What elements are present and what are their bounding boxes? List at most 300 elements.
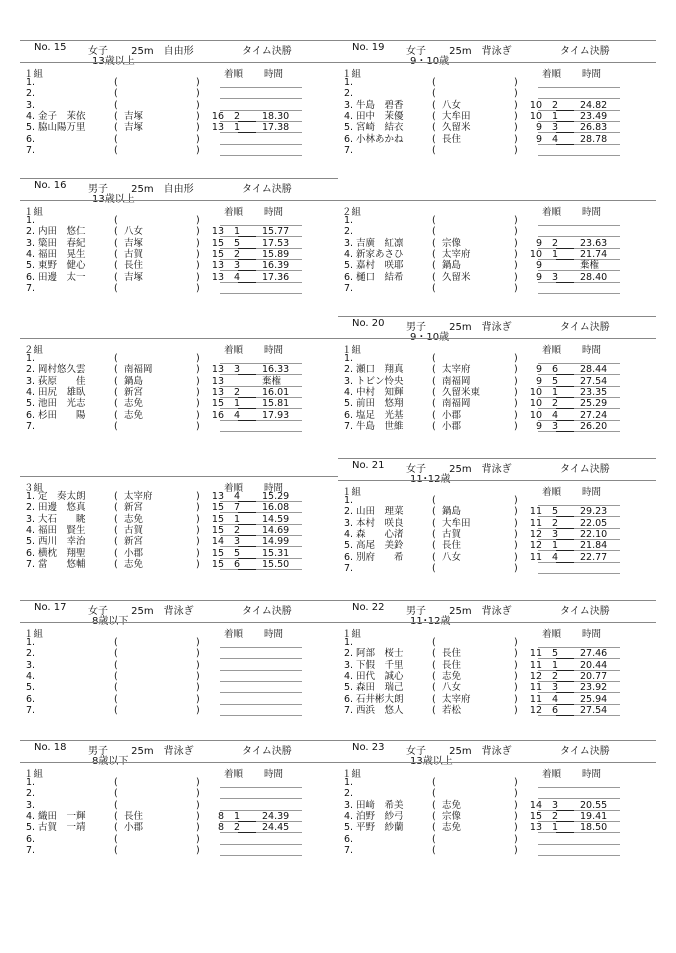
lane-number: 1.: [26, 637, 36, 648]
lane-number: 6.: [26, 133, 36, 145]
lane-number: 1.: [344, 77, 354, 88]
team-name: 小郡: [442, 420, 462, 432]
paren-open: (: [432, 704, 436, 716]
swimmer-age: 13: [211, 375, 224, 387]
lane-number: 4.: [344, 670, 354, 682]
paren-open: (: [432, 833, 436, 845]
paren-close: ): [196, 536, 200, 548]
divider-line: [20, 600, 338, 601]
finish-rank: 2: [233, 110, 240, 122]
paren-close: ): [196, 524, 200, 536]
swimmer-age: 16: [211, 409, 224, 421]
paren-close: ): [514, 659, 518, 671]
table-row: [338, 145, 656, 156]
result-underline: [538, 293, 620, 294]
result-time: 15.77: [262, 226, 290, 238]
paren-close: ): [196, 502, 200, 514]
lane-number: 4.: [26, 110, 36, 122]
swimmer-name: 福田 晃生: [38, 248, 86, 260]
event-number: No. 15: [34, 42, 67, 53]
event-age-group: 11･12歳: [410, 474, 451, 485]
swimmer-age: 10: [529, 110, 542, 122]
paren-close: ): [514, 810, 518, 822]
result-underline: [538, 155, 620, 156]
finish-rank: 4: [551, 133, 558, 145]
paren-close: ): [196, 810, 200, 822]
team-name: 新宮: [124, 386, 144, 398]
table-row: [338, 660, 656, 671]
swimmer-age: 9: [535, 122, 542, 134]
team-name: 八女: [442, 99, 462, 111]
event-description: 女子 25m 背泳ぎ: [406, 464, 512, 475]
paren-open: (: [432, 777, 436, 788]
result-underline: [538, 855, 620, 856]
paren-open: (: [114, 547, 118, 559]
paren-close: ): [196, 822, 200, 834]
table-row: [20, 491, 338, 502]
finish-rank: 3: [551, 122, 558, 134]
paren-close: ): [514, 237, 518, 249]
table-row: [20, 694, 338, 705]
paren-close: ): [196, 110, 200, 122]
result-underline: [220, 431, 302, 432]
finish-rank: 4: [233, 271, 240, 283]
heat-name: １組: [342, 629, 362, 640]
divider-line: [20, 40, 338, 41]
result-time: 22.05: [580, 517, 608, 529]
result-time: 23.92: [580, 682, 608, 694]
lane-number: 5.: [26, 536, 36, 548]
event-format: タイム決勝: [242, 746, 292, 757]
lane-number: 5.: [344, 398, 354, 410]
event-format: タイム決勝: [560, 322, 610, 333]
swimmer-name: 樋口 結希: [356, 271, 404, 283]
paren-close: ): [196, 77, 200, 88]
table-row: [338, 421, 656, 432]
swimmer-name: 田﨑 希美: [356, 799, 404, 811]
result-time: 26.20: [580, 420, 608, 432]
swimmer-name: 高尾 美鈴: [356, 540, 404, 552]
swimmer-name: 西川 幸治: [38, 536, 86, 548]
swimmer-name: 古賀 一靖: [38, 822, 86, 834]
paren-close: ): [514, 637, 518, 648]
team-name: 吉塚: [124, 271, 144, 283]
paren-close: ): [514, 506, 518, 518]
swimmer-age: 15: [529, 810, 542, 822]
result-time: 22.77: [580, 551, 608, 563]
table-row: [20, 249, 338, 260]
table-row: [20, 811, 338, 822]
result-time: 23.35: [580, 386, 608, 398]
table-row: [338, 694, 656, 705]
swimmer-name: 田中 茉優: [356, 110, 404, 122]
paren-close: ): [196, 491, 200, 502]
lane-number: 7.: [344, 282, 354, 294]
team-name: 小郡: [442, 409, 462, 421]
result-time: 15.89: [262, 248, 290, 260]
event-number: No. 18: [34, 742, 67, 753]
event-header: [338, 308, 656, 343]
swimmer-age: 13: [211, 122, 224, 134]
table-row: [20, 77, 338, 88]
paren-close: ): [196, 637, 200, 648]
swimmer-name: 田邊 太一: [38, 271, 86, 283]
finish-rank: 3: [551, 420, 558, 432]
paren-open: (: [114, 386, 118, 398]
time-header: 時間: [582, 345, 602, 356]
event-number: No. 20: [352, 318, 385, 329]
team-name: 南福岡: [124, 364, 153, 376]
time-header: 時間: [264, 69, 284, 80]
swimmer-name: 荻原 佳: [38, 375, 86, 387]
result-underline: [220, 155, 302, 156]
event-number: No. 21: [352, 460, 385, 471]
finish-rank: 2: [551, 670, 558, 682]
swimmer-age: 13: [211, 386, 224, 398]
swimmer-name: 別府 希: [356, 551, 404, 563]
swimmer-name: 田邊 悠真: [38, 502, 86, 514]
team-name: 志免: [124, 558, 144, 570]
swimmer-name: 新家あさひ: [356, 248, 404, 260]
team-name: 長住: [442, 540, 462, 552]
lane-number: 1.: [26, 777, 36, 788]
finish-rank: 3: [233, 260, 240, 272]
lane-number: 6.: [26, 547, 36, 559]
rank-header: 着順: [542, 487, 562, 498]
table-row: [20, 122, 338, 133]
table-row: [20, 705, 338, 716]
swimmer-age: 14: [211, 536, 224, 548]
result-time: 15.50: [262, 558, 290, 570]
finish-rank: 2: [233, 386, 240, 398]
table-row: [338, 671, 656, 682]
team-name: 長住: [124, 260, 144, 272]
table-row: [20, 682, 338, 693]
event-format: タイム決勝: [560, 464, 610, 475]
heat-name: １組: [342, 769, 362, 780]
lane-number: 6.: [344, 833, 354, 845]
table-row: [20, 822, 338, 833]
lane-number: 3.: [344, 375, 354, 387]
paren-open: (: [432, 364, 436, 376]
lane-number: 2.: [344, 364, 354, 376]
finish-rank: 4: [551, 693, 558, 705]
time-header: 時間: [264, 629, 284, 640]
result-time: 23.63: [580, 237, 608, 249]
event-description: 女子 25m 背泳ぎ: [88, 606, 194, 617]
swimmer-age: 14: [529, 799, 542, 811]
paren-open: (: [114, 133, 118, 145]
paren-open: (: [432, 133, 436, 145]
finish-rank: 1: [551, 540, 558, 552]
finish-rank: 6: [551, 364, 558, 376]
swimmer-name: 東野 健心: [38, 260, 86, 272]
heat-name: １組: [342, 69, 362, 80]
result-time: 29.23: [580, 506, 608, 518]
table-row: [20, 145, 338, 156]
paren-open: (: [114, 122, 118, 134]
paren-close: ): [514, 88, 518, 100]
swimmer-name: 前田 悠翔: [356, 398, 404, 410]
paren-close: ): [514, 353, 518, 364]
finish-rank: 3: [551, 271, 558, 283]
result-time: 27.54: [580, 704, 608, 716]
divider-line: [338, 600, 656, 601]
lane-number: 2.: [26, 788, 36, 800]
finish-rank: 1: [551, 248, 558, 260]
lane-number: 6.: [344, 271, 354, 283]
paren-open: (: [432, 77, 436, 88]
table-row: [20, 525, 338, 536]
paren-close: ): [196, 513, 200, 525]
team-name: 志免: [124, 398, 144, 410]
result-time: 19.41: [580, 810, 608, 822]
paren-open: (: [432, 844, 436, 856]
lane-number: 4.: [26, 670, 36, 682]
paren-close: ): [514, 110, 518, 122]
paren-close: ): [514, 540, 518, 552]
paren-open: (: [114, 502, 118, 514]
table-row: [20, 260, 338, 271]
paren-open: (: [114, 788, 118, 800]
lane-number: 3.: [344, 799, 354, 811]
lane-number: 3.: [26, 237, 36, 249]
paren-open: (: [432, 562, 436, 574]
lane-number: 4.: [344, 248, 354, 260]
team-name: 太宰府: [442, 248, 471, 260]
paren-open: (: [114, 353, 118, 364]
divider-line: [338, 40, 656, 41]
heat-name: １組: [24, 69, 44, 80]
paren-close: ): [196, 844, 200, 856]
table-row: [20, 283, 338, 294]
swimmer-age: 9: [535, 133, 542, 145]
rank-header: 着順: [542, 345, 562, 356]
time-header: 時間: [264, 769, 284, 780]
swimmer-age: 15: [211, 502, 224, 514]
event-age-group: 13歳以上: [92, 194, 135, 205]
event-block: [338, 732, 656, 856]
table-row: [338, 283, 656, 294]
finish-rank: 2: [551, 517, 558, 529]
table-row: [338, 788, 656, 799]
divider-line: [20, 200, 338, 201]
heat-name: １組: [24, 769, 44, 780]
rank-header: 着順: [224, 345, 244, 356]
paren-open: (: [114, 144, 118, 156]
table-row: [338, 111, 656, 122]
finish-rank: 3: [551, 682, 558, 694]
team-name: 古賀: [124, 524, 144, 536]
table-row: [338, 134, 656, 145]
finish-rank: 5: [551, 506, 558, 518]
paren-open: (: [114, 77, 118, 88]
finish-rank: 3: [551, 528, 558, 540]
swimmer-name: 簗田 春紀: [38, 237, 86, 249]
table-row: [338, 637, 656, 648]
divider-line: [338, 740, 656, 741]
paren-close: ): [514, 282, 518, 294]
event-number: No. 23: [352, 742, 385, 753]
paren-open: (: [114, 844, 118, 856]
paren-open: (: [114, 558, 118, 570]
swimmer-age: 10: [529, 398, 542, 410]
paren-open: (: [432, 99, 436, 111]
paren-open: (: [114, 271, 118, 283]
result-time: 14.69: [262, 524, 290, 536]
paren-close: ): [196, 271, 200, 283]
lane-number: 6.: [344, 133, 354, 145]
team-name: 太宰府: [124, 491, 153, 502]
swimmer-age: 9: [535, 260, 542, 272]
finish-rank: 1: [233, 122, 240, 134]
lane-number: 3.: [344, 99, 354, 111]
finish-rank: 2: [551, 810, 558, 822]
swimmer-name: 泊野 紗弓: [356, 810, 404, 822]
result-time: 28.44: [580, 364, 608, 376]
lane-number: 5.: [26, 260, 36, 272]
team-name: 古賀: [442, 528, 462, 540]
team-name: 長住: [442, 659, 462, 671]
time-header: 時間: [582, 769, 602, 780]
paren-close: ): [514, 99, 518, 111]
table-row: [20, 421, 338, 432]
swimmer-age: 15: [211, 248, 224, 260]
paren-open: (: [114, 409, 118, 421]
event-description: 男子 25m 自由形: [88, 184, 194, 195]
event-block: [20, 732, 338, 856]
table-row: [338, 364, 656, 375]
divider-line: [20, 338, 338, 339]
heat-name: １組: [24, 207, 44, 218]
paren-open: (: [114, 215, 118, 226]
paren-open: (: [432, 551, 436, 563]
table-row: [338, 834, 656, 845]
divider-line: [338, 458, 656, 459]
swimmer-name: 嘉村 咲耶: [356, 260, 404, 272]
event-number: No. 19: [352, 42, 385, 53]
paren-open: (: [432, 260, 436, 272]
swimmer-name: 平野 紗蘭: [356, 822, 404, 834]
team-name: 長住: [124, 810, 144, 822]
paren-open: (: [114, 704, 118, 716]
paren-close: ): [514, 682, 518, 694]
result-underline: [538, 573, 620, 574]
paren-close: ): [514, 693, 518, 705]
table-row: [20, 272, 338, 283]
paren-close: ): [196, 88, 200, 100]
paren-open: (: [432, 271, 436, 283]
paren-close: ): [196, 420, 200, 432]
table-row: [20, 671, 338, 682]
paren-open: (: [432, 226, 436, 238]
lane-number: 7.: [344, 562, 354, 574]
finish-rank: 5: [233, 547, 240, 559]
table-row: [20, 353, 338, 364]
finish-rank: 1: [233, 398, 240, 410]
team-name: 大牟田: [442, 517, 471, 529]
table-row: [338, 376, 656, 387]
time-header: 時間: [264, 345, 284, 356]
table-row: [20, 226, 338, 237]
lane-number: 7.: [344, 420, 354, 432]
paren-close: ): [514, 215, 518, 226]
rank-header: 着順: [542, 769, 562, 780]
paren-open: (: [432, 420, 436, 432]
finish-rank: 2: [551, 237, 558, 249]
lane-number: 1.: [344, 777, 354, 788]
result-time: 15.29: [262, 491, 290, 502]
event-format: タイム決勝: [560, 606, 610, 617]
result-time: 20.55: [580, 799, 608, 811]
paren-close: ): [196, 670, 200, 682]
result-time: 17.93: [262, 409, 290, 421]
paren-close: ): [196, 558, 200, 570]
finish-rank: 2: [233, 248, 240, 260]
lane-number: 7.: [26, 558, 36, 570]
paren-close: ): [514, 833, 518, 845]
table-row: [20, 238, 338, 249]
swimmer-name: 小林あかね: [356, 133, 404, 145]
paren-close: ): [514, 562, 518, 574]
paren-close: ): [514, 704, 518, 716]
table-row: [20, 387, 338, 398]
lane-number: 6.: [26, 693, 36, 705]
table-row: [20, 514, 338, 525]
paren-close: ): [196, 788, 200, 800]
team-name: 大牟田: [442, 110, 471, 122]
finish-rank: 4: [551, 551, 558, 563]
finish-rank: 2: [233, 822, 240, 834]
lane-number: 1.: [344, 215, 354, 226]
paren-close: ): [514, 248, 518, 260]
swimmer-name: 山田 理菜: [356, 506, 404, 518]
swimmer-name: 内田 悠仁: [38, 226, 86, 238]
divider-line: [338, 480, 656, 481]
finish-rank: 1: [551, 386, 558, 398]
table-row: [20, 788, 338, 799]
table-row: [338, 552, 656, 563]
event-format: タイム決勝: [242, 184, 292, 195]
event-description: 男子 25m 背泳ぎ: [406, 322, 512, 333]
swimmer-name: 森田 瑞己: [356, 682, 404, 694]
swimmer-age: 15: [211, 558, 224, 570]
paren-open: (: [432, 670, 436, 682]
paren-open: (: [432, 788, 436, 800]
paren-close: ): [196, 799, 200, 811]
event-format: タイム決勝: [560, 46, 610, 57]
lane-number: 5.: [26, 822, 36, 834]
event-header: [338, 32, 656, 67]
swimmer-age: 11: [529, 682, 542, 694]
table-row: [338, 88, 656, 99]
result-time: 16.33: [262, 364, 290, 376]
paren-close: ): [196, 122, 200, 134]
team-name: 久留米: [442, 122, 471, 134]
paren-open: (: [114, 670, 118, 682]
time-header: 時間: [264, 207, 284, 218]
paren-open: (: [432, 409, 436, 421]
table-row: [20, 834, 338, 845]
paren-open: (: [114, 491, 118, 502]
team-name: 新宮: [124, 536, 144, 548]
swimmer-name: 塩足 光基: [356, 409, 404, 421]
lane-number: 4.: [344, 810, 354, 822]
paren-open: (: [432, 659, 436, 671]
team-name: 久留米: [442, 271, 471, 283]
swimmer-name: 杉田 陽: [38, 409, 86, 421]
team-name: 南福岡: [442, 375, 471, 387]
